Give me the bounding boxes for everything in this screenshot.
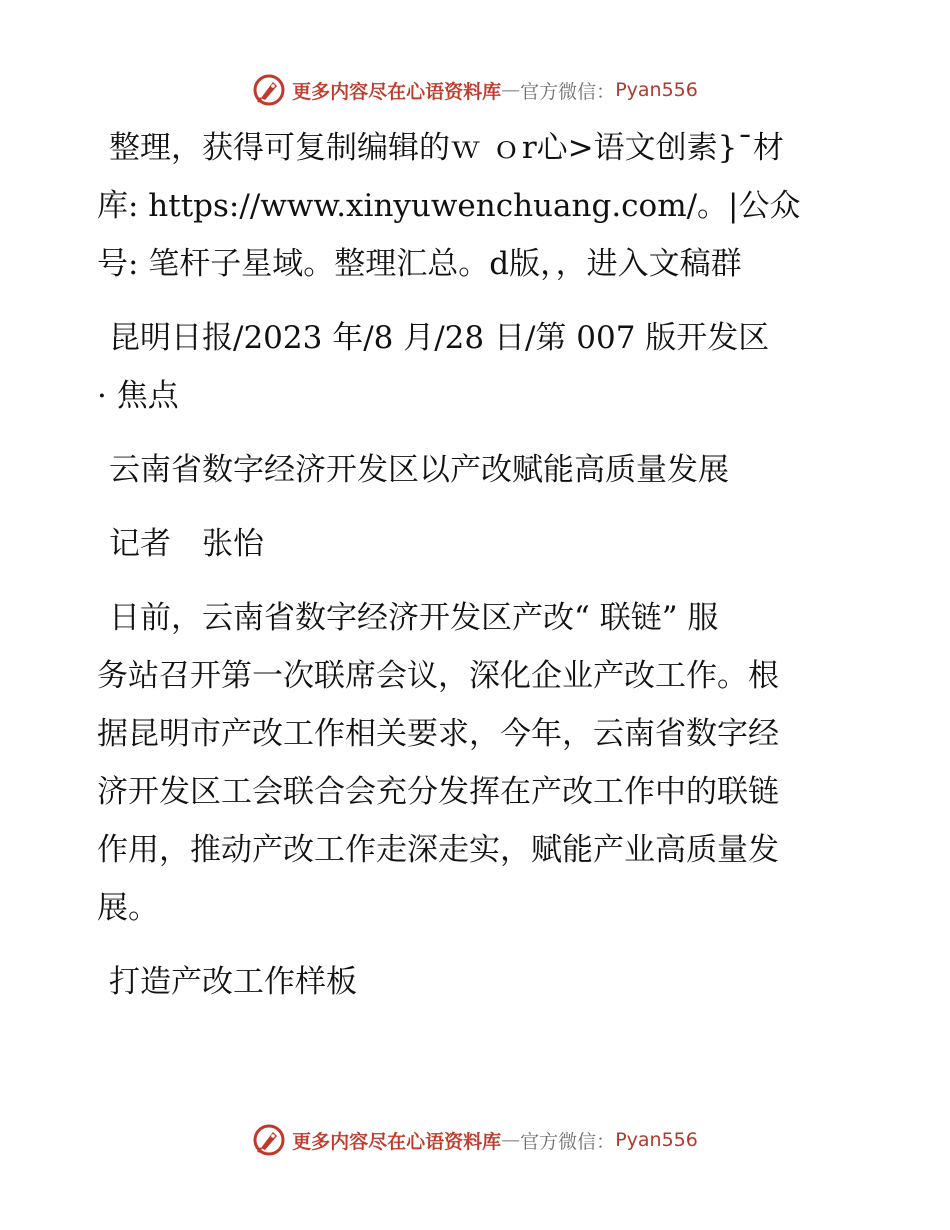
section-subheading: 打造产改工作样板 <box>109 964 357 1000</box>
pen-nib-logo-icon <box>252 1123 286 1157</box>
paragraph-line-4: 济开发区工会联合会充分发挥在产改工作中的联链 <box>97 774 779 810</box>
watermark-banner-top <box>0 70 950 110</box>
banner-main-text: 更多内容尽在心语资料库 <box>292 80 502 103</box>
banner-dash: — <box>501 79 521 101</box>
paragraph-line-6: 展。 <box>97 890 159 926</box>
article-headline: 云南省数字经济开发区以产改赋能高质量发展 <box>109 452 729 488</box>
pen-nib-logo-icon <box>252 73 286 107</box>
banner-wechat-id: Pyan556 <box>615 79 698 101</box>
banner-main-text: 更多内容尽在心语资料库 <box>292 1130 502 1153</box>
paragraph-line-3: 据昆明市产改工作相关要求，今年，云南省数字经 <box>97 716 779 752</box>
banner-wechat-id: Pyan556 <box>615 1129 698 1151</box>
article-byline: 记者 张怡 <box>109 526 264 562</box>
banner-wechat-label: 官方微信： <box>520 1130 616 1153</box>
intro-line-1: 整理，获得可复制编辑的ｗ ｏr心>语文创素}¯材 <box>109 130 784 166</box>
banner-dash: — <box>501 1129 521 1151</box>
paragraph-line-5: 作用，推动产改工作走深走实，赋能产业高质量发 <box>97 832 779 868</box>
paragraph-line-2: 务站召开第一次联席会议，深化企业产改工作。根 <box>97 658 779 694</box>
source-line-1: 昆明日报/2023 年/8 月/28 日/第 007 版开发区 <box>109 320 770 356</box>
paragraph-line-1: 日前，云南省数字经济开发区产改“ 联链” 服 <box>109 600 719 636</box>
banner-wechat-label: 官方微信： <box>520 80 616 103</box>
intro-line-2: 库: https://www.xinyuwenchuang.com/。|公众 <box>97 188 801 224</box>
source-line-2: · 焦点 <box>97 378 179 414</box>
watermark-banner-bottom <box>0 1120 950 1160</box>
intro-line-3: 号: 笔杆子星域。整理汇总。d版，，进入文稿群 <box>97 246 742 282</box>
